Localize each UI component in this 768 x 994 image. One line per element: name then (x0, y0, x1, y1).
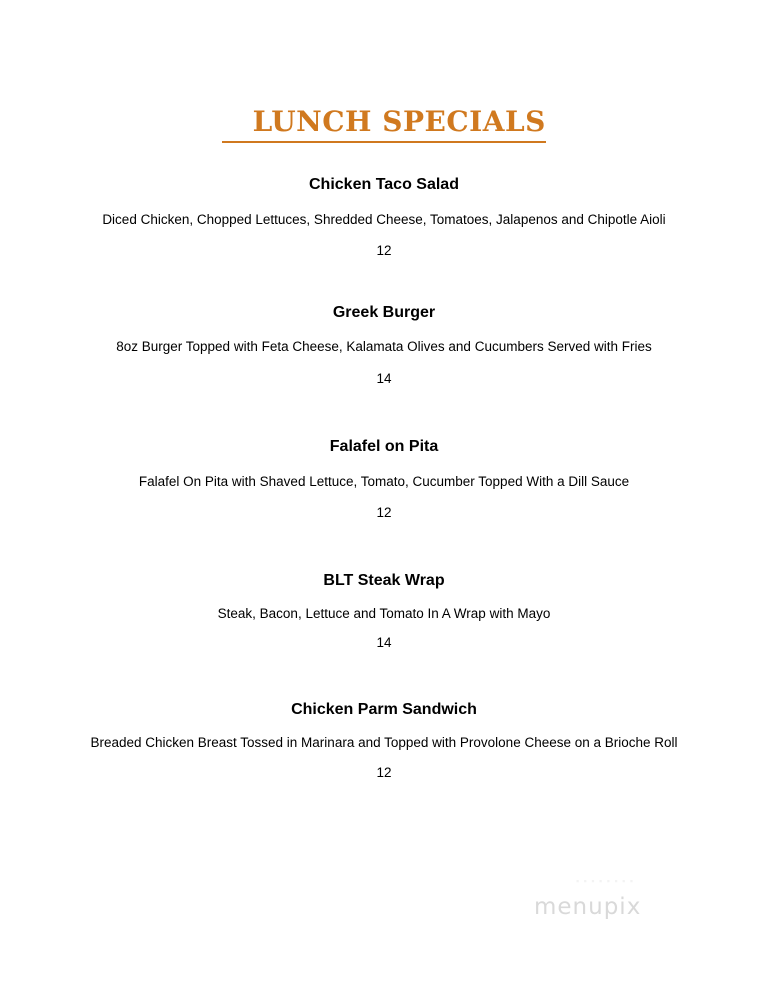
menu-item-name: Greek Burger (332, 304, 436, 321)
page-title-text: LUNCH SPECIALS (222, 104, 546, 143)
menu-item-price: 14 (376, 635, 392, 650)
menu-item-description: 8oz Burger Topped with Feta Cheese, Kalamata Olives and Cucumbers Served with Fries (116, 339, 652, 354)
menu-item-blt-steak-wrap (80, 571, 688, 652)
menu-item-name: Chicken Taco Salad (309, 176, 459, 193)
menu-item-name: Falafel on Pita (329, 438, 439, 455)
menu-item-name: BLT Steak Wrap (323, 572, 445, 589)
menu-item-description: Diced Chicken, Chopped Lettuces, Shredded Cheese, Tomatoes, Jalapenos and Chipotle Aioli (102, 212, 666, 227)
menu-item-falafel-on-pita (80, 437, 688, 522)
menu-item-chicken-taco-salad (80, 175, 688, 260)
watermark-logo: menupix (534, 894, 642, 920)
menupix-watermark (524, 872, 694, 932)
menu-item-description: Steak, Bacon, Lettuce and Tomato In A Wrap with Mayo (217, 606, 551, 621)
menu-item-price: 12 (376, 505, 392, 520)
menu-item-description: Falafel On Pita with Shaved Lettuce, Tomato, Cucumber Topped With a Dill Sauce (138, 474, 630, 489)
page-title (0, 104, 768, 143)
menu-item-name: Chicken Parm Sandwich (291, 701, 477, 718)
menu-item-price: 14 (376, 371, 392, 386)
watermark-tagline: ▪ ▪ ▪ ▪ ▪ ▪ ▪ ▪ (575, 876, 635, 886)
menu-item-description: Breaded Chicken Breast Tossed in Marinara and Topped with Provolone Cheese on a Brioche Roll (90, 735, 678, 750)
menu-item-price: 12 (376, 765, 392, 780)
menu-item-chicken-parm-sandwich (80, 700, 688, 782)
menu-item-greek-burger (80, 303, 688, 388)
menu-item-price: 12 (376, 243, 392, 258)
